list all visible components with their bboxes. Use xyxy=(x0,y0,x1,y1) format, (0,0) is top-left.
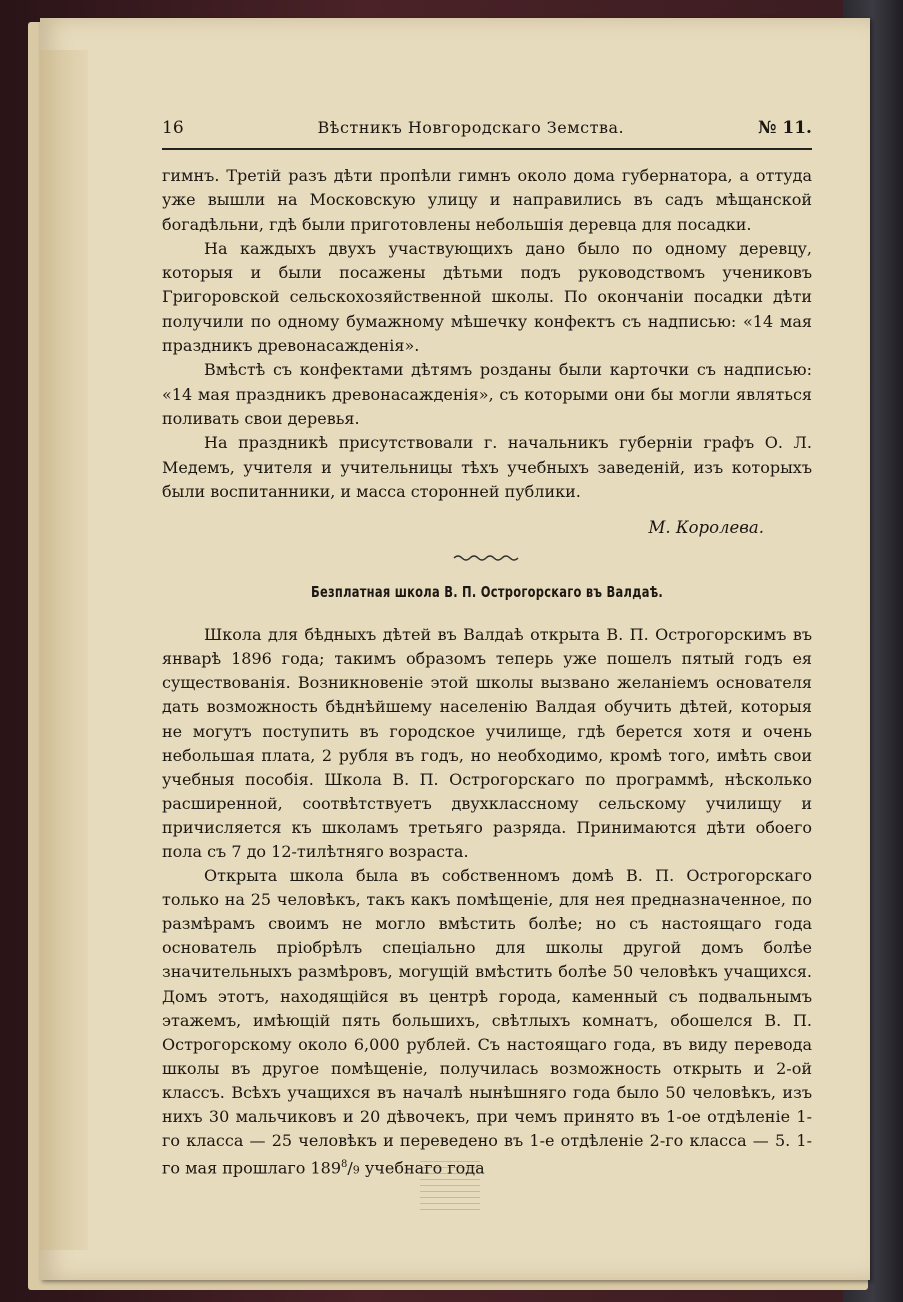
paragraph: Школа для бѣдныхъ дѣтей въ Валдаѣ открыта В. П. Острогорскимъ въ январѣ 1896 года; такимъ образомъ теперь уже пошелъ пятый годъ ея существованія. Возникновеніе этой школы вызвано желаніемъ основателя дать возможность бѣднѣйшему населенію Валдая обучить дѣтей, которыя не могутъ поступить въ городское училище, гдѣ берется хотя и очень небольшая плата, 2 рубля въ годъ, но необходимо, кромѣ того, имѣть свои учебныя пособія. Школа В. П. Острогорскаго по программѣ, нѣсколько расширенной, соотвѣтствуетъ двухклассному сельскому училищу и причисляется къ школамъ третьяго разряда. Принимаются дѣти обоего пола съ 7 до 12-тилѣтняго возраста. xyxy=(162,625,812,861)
slash: / xyxy=(347,1158,353,1178)
article-body xyxy=(162,623,812,1182)
paragraph-text: Открыта школа была въ собственномъ домѣ В. П. Острогорскаго только на 25 человѣкъ, такъ какъ помѣщеніе, для нея предназначенное, по размѣрамъ своимъ не могло вмѣстить болѣе; но съ настоящаго года основатель пріобрѣлъ спеціально для школы другой домъ болѣе значительныхъ размѣровъ, могущій вмѣстить болѣе 50 человѣкъ учащихся. Домъ этотъ, находящійся въ центрѣ города, каменный съ подвальнымъ этажемъ, имѣющій пять большихъ, свѣтлыхъ комнатъ, обошелся В. П. Острогорскому около 6,000 рублей. Съ настоящаго года, въ виду перевода школы въ другое помѣщеніе, получилась возможность открыть и 2-ой классъ. Всѣхъ учащихся въ началѣ нынѣшняго года было 50 человѣкъ, изъ нихъ 30 мальчиковъ и 20 дѣвочекъ, при чемъ принято въ 1-ое отдѣленіе 1-го класса — 25 человѣкъ и переведено въ 1-е отдѣленіе 2-го класса — 5. 1-го мая прошлаго 189 xyxy=(162,866,812,1178)
page-content xyxy=(162,118,812,1183)
section-divider xyxy=(162,549,812,563)
author-signature: М. Королева. xyxy=(648,518,764,538)
paragraph: На праздникѣ присутствовали г. начальникъ губерніи графъ О. Л. Медемъ, учителя и учительницы тѣхъ учебныхъ заведеній, изъ которыхъ были воспитанники, и масса сторонней публики. xyxy=(162,433,812,501)
journal-title: Вѣстникъ Новгородскаго Земства. xyxy=(317,118,625,137)
paragraph: гимнъ. Третій разъ дѣти пропѣли гимнъ около дома губернатора, а оттуда уже вышли на Московскую улицу и направились въ садъ мѣщанской богадѣльни, гдѣ были приготовлены небольшія деревца для посадки. xyxy=(162,166,812,234)
article-heading: Безплатная школа В. П. Острогорскаго въ Валдаѣ. xyxy=(310,583,664,602)
subscript: 9 xyxy=(352,1163,360,1177)
paragraph: На каждыхъ двухъ участвующихъ дано было по одному деревцу, которыя и были посажены дѣтьми подъ руководствомъ учениковъ Григоровской сельскохозяйственной школы. По окончаніи посадки дѣти получили по одному бумажному мѣшечку конфектъ съ надписью: «14 мая праздникъ древонасажденія». xyxy=(162,238,812,356)
paragraph-text-end: учебнаго года xyxy=(359,1158,485,1178)
page-number: 16 xyxy=(162,118,184,138)
running-head xyxy=(162,118,812,150)
superscript: 8 xyxy=(341,1159,348,1171)
paragraph xyxy=(162,864,812,1183)
issue-number: № 11. xyxy=(758,118,812,138)
page-worn-edge xyxy=(40,50,88,1250)
paragraph: Вмѣстѣ съ конфектами дѣтямъ розданы были карточки съ надписью: «14 мая праздникъ древонасажденія», съ которыми они бы могли являться поливать свои деревья. xyxy=(162,360,812,428)
